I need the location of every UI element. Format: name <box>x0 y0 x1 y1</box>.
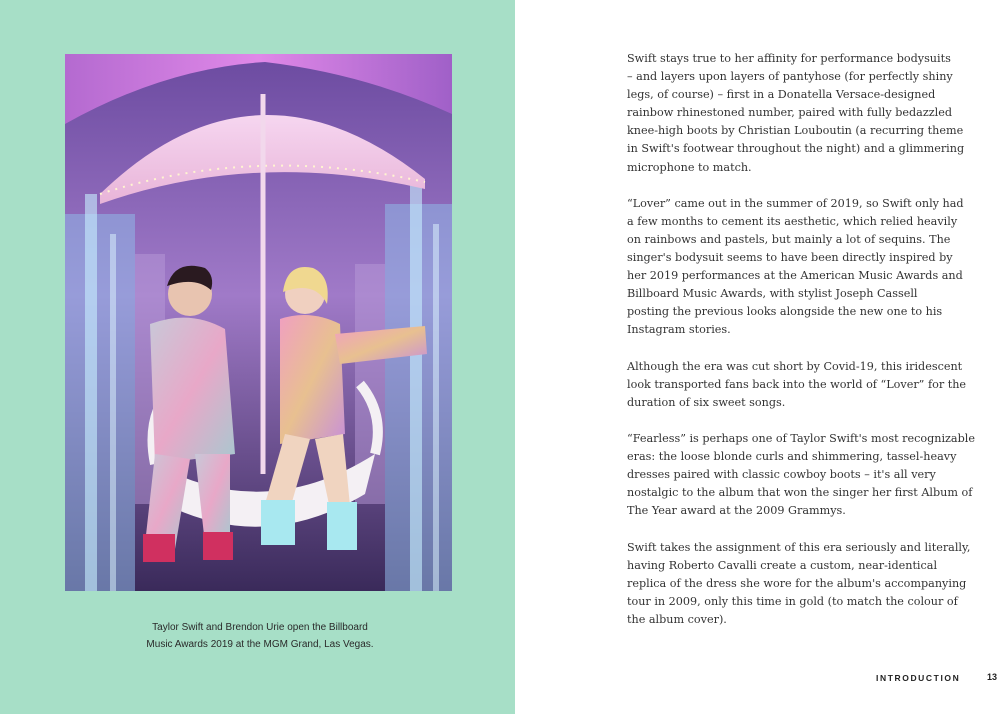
text-line: Instagram stories. <box>627 323 731 337</box>
text-line: microphone to match. <box>627 160 752 174</box>
paragraph <box>627 195 967 340</box>
paragraph <box>627 358 967 412</box>
text-line: “Lover” came out in the summer of 2019, so Swift only had <box>627 196 964 210</box>
paragraph <box>627 50 967 177</box>
text-line: rainbow rhinestoned number, paired with fully bedazzled <box>627 106 952 120</box>
text-line: – and layers upon layers of pantyhose (for perfectly shiny <box>627 70 953 84</box>
text-line: nostalgic to the album that won the singer her first Album of <box>627 486 973 500</box>
caption-line: Taylor Swift and Brendon Urie open the Billboard <box>152 622 368 633</box>
text-line: The Year award at the 2009 Grammys. <box>627 504 846 518</box>
text-line: having Roberto Cavalli create a custom, near-identical <box>627 558 938 572</box>
paragraph <box>627 430 975 520</box>
page-number: 13 <box>987 672 998 682</box>
body-text <box>627 50 975 647</box>
concert-photo <box>65 54 452 591</box>
paragraph <box>627 539 971 629</box>
text-line: Swift stays true to her affinity for performance bodysuits <box>627 52 951 65</box>
text-line: “Fearless” is perhaps one of Taylor Swift's most recognizable <box>627 431 975 445</box>
text-line: eras: the loose blonde curls and shimmering, tassel-heavy <box>627 450 957 464</box>
text-line: a few months to cement its aesthetic, which relied heavily <box>627 214 958 228</box>
caption-line: Music Awards 2019 at the MGM Grand, Las Vegas. <box>146 639 374 650</box>
text-line: on rainbows and pastels, but mainly a lot of sequins. The <box>627 232 951 246</box>
text-line: legs, of course) – first in a Donatella Versace-designed <box>627 88 936 102</box>
text-line: her 2019 performances at the American Music Awards and <box>627 269 963 283</box>
photo-caption <box>100 619 420 653</box>
text-line: replica of the dress she wore for the album's accompanying <box>627 576 967 590</box>
section-label: INTRODUCTION <box>876 673 961 683</box>
text-line: look transported fans back into the world of “Lover” for the <box>627 377 967 391</box>
text-line: posting the previous looks alongside the new one to his <box>627 305 943 319</box>
text-line: Billboard Music Awards, with stylist Joseph Cassell <box>627 287 918 301</box>
text-line: Although the era was cut short by Covid-19, this iridescent <box>627 359 963 373</box>
text-line: tour in 2009, only this time in gold (to match the colour of <box>627 594 958 608</box>
text-line: Swift takes the assignment of this era seriously and literally, <box>627 540 971 554</box>
text-line: duration of six sweet songs. <box>627 395 786 409</box>
text-line: singer's bodysuit seems to have been directly inspired by <box>627 251 953 265</box>
text-line: dresses paired with classic cowboy boots – it's all very <box>627 468 936 482</box>
text-line: the album cover). <box>627 612 727 626</box>
text-line: knee-high boots by Christian Louboutin (a recurring theme <box>627 124 964 138</box>
text-line: in Swift's footwear throughout the night) and a glimmering <box>627 142 965 156</box>
